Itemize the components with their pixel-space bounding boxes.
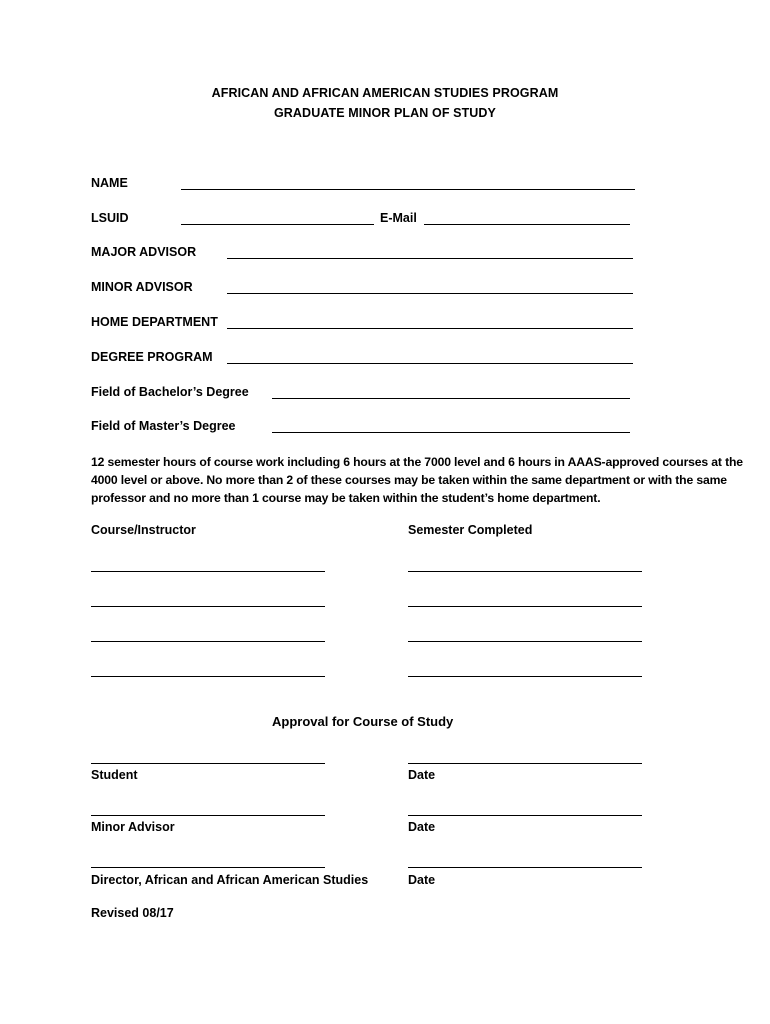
name-field[interactable] [181,189,635,190]
director-signature-label: Director, African and African American Studies [91,873,369,887]
approval-title: Approval for Course of Study [272,714,454,729]
degree-program-label: DEGREE PROGRAM [91,350,213,364]
home-department-label: HOME DEPARTMENT [91,315,218,329]
name-label: NAME [91,176,128,190]
minor-advisor-date-line[interactable] [408,815,642,816]
lsuid-label: LSUID [91,211,129,225]
requirements-paragraph: 12 semester hours of course work including 6 hours at the 7000 level and 6 hours in AAAS-approved courses at the 4000 level or above. No more than 2 of these courses may be taken within the same department or with the same professor and no more than 1 course may be taken within the student’s home department. [91,455,743,505]
home-department-field[interactable] [227,328,633,329]
student-label: Student [91,768,138,782]
minor-advisor-field[interactable] [227,293,633,294]
minor-advisor-date-label: Date [408,820,436,834]
lsuid-field[interactable] [181,224,374,225]
revised-date: Revised 08/17 [91,906,174,920]
semester-line-3[interactable] [408,641,642,642]
form-title-line-2: GRADUATE MINOR PLAN OF STUDY [273,106,496,120]
semester-line-4[interactable] [408,676,642,677]
student-date-label: Date [408,768,436,782]
course-line-3[interactable] [91,641,325,642]
semester-line-1[interactable] [408,571,642,572]
bachelors-field-input[interactable] [272,398,630,399]
course-line-2[interactable] [91,606,325,607]
email-label: E-Mail [380,211,417,225]
course-line-1[interactable] [91,571,325,572]
email-field[interactable] [424,224,630,225]
minor-advisor-signature-label: Minor Advisor [91,820,175,834]
masters-field-input[interactable] [272,432,630,433]
major-advisor-label: MAJOR ADVISOR [91,245,197,259]
minor-advisor-signature-line[interactable] [91,815,325,816]
director-date-line[interactable] [408,867,642,868]
bachelors-field-label: Field of Bachelor’s Degree [91,385,249,399]
student-date-line[interactable] [408,763,642,764]
masters-field-label: Field of Master’s Degree [91,419,236,433]
semester-line-2[interactable] [408,606,642,607]
minor-advisor-label: MINOR ADVISOR [91,280,193,294]
form-title-line-1: AFRICAN AND AFRICAN AMERICAN STUDIES PROGRAM [211,86,559,100]
course-line-4[interactable] [91,676,325,677]
semester-completed-header: Semester Completed [408,523,533,537]
degree-program-field[interactable] [227,363,633,364]
major-advisor-field[interactable] [227,258,633,259]
student-signature-line[interactable] [91,763,325,764]
director-signature-line[interactable] [91,867,325,868]
course-instructor-header: Course/Instructor [91,523,196,537]
director-date-label: Date [408,873,436,887]
